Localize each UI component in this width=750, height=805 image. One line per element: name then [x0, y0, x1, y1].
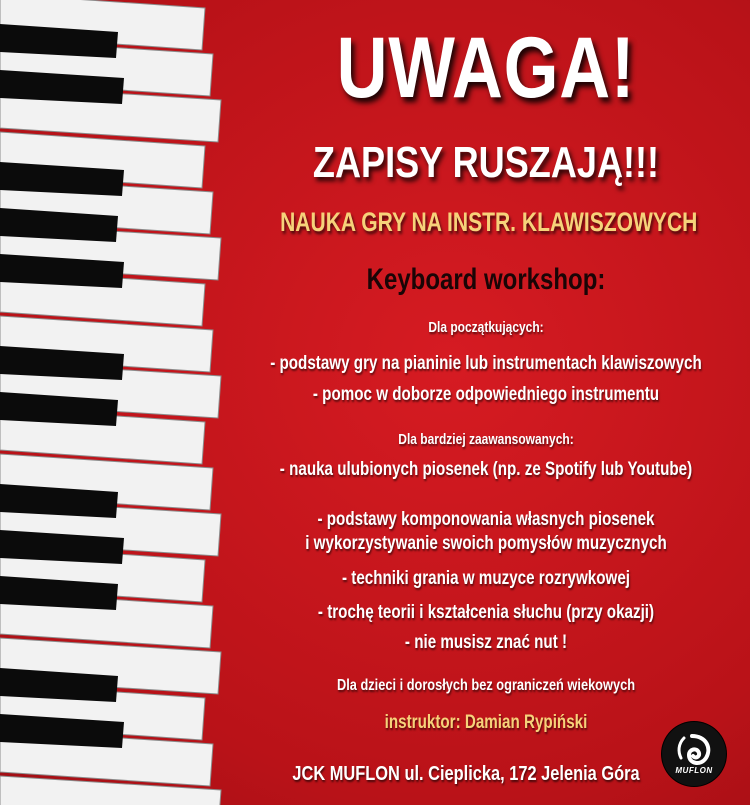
poster-subtitle: ZAPISY RUSZAJĄ!!!	[312, 138, 660, 187]
audience-note: Dla dzieci i dorosłych bez ograniczeń wiekowych	[336, 677, 636, 694]
list-item: - pomoc w doborze odpowiedniego instrumentu	[312, 384, 660, 405]
list-item: - podstawy gry na pianinie lub instrumentach klawiszowych	[270, 353, 702, 374]
course-name: NAUKA GRY NA INSTR. KLAWISZOWYCH	[280, 207, 698, 237]
list-item: - nie musisz znać nut !	[404, 632, 568, 653]
muflon-logo-icon	[662, 722, 726, 786]
spiral-horn-icon	[662, 722, 726, 786]
poster-title: UWAGA!	[336, 20, 636, 116]
list-item: i wykorzystywanie swoich pomysłów muzycznych	[305, 533, 667, 554]
list-item: - trochę teorii i kształcenia słuchu (przy okazji)	[317, 602, 655, 623]
logo-text: MUFLON	[675, 766, 713, 775]
list-item: - podstawy komponowania własnych piosenek	[317, 509, 655, 530]
instructor-name: instruktor: Damian Rypiński	[384, 712, 588, 733]
poster-content	[222, 0, 750, 805]
beginners-heading: Dla początkujących:	[428, 319, 544, 336]
piano-keys-graphic	[0, 0, 250, 805]
workshop-heading: Keyboard workshop:	[366, 263, 606, 296]
list-item: - nauka ulubionych piosenek (np. ze Spotify lub Youtube)	[279, 459, 693, 480]
list-item: - techniki grania w muzyce rozrywkowej	[341, 568, 631, 589]
venue-address: JCK MUFLON ul. Cieplicka, 172 Jelenia Góra	[292, 763, 640, 785]
advanced-heading: Dla bardziej zaawansowanych:	[398, 431, 574, 448]
